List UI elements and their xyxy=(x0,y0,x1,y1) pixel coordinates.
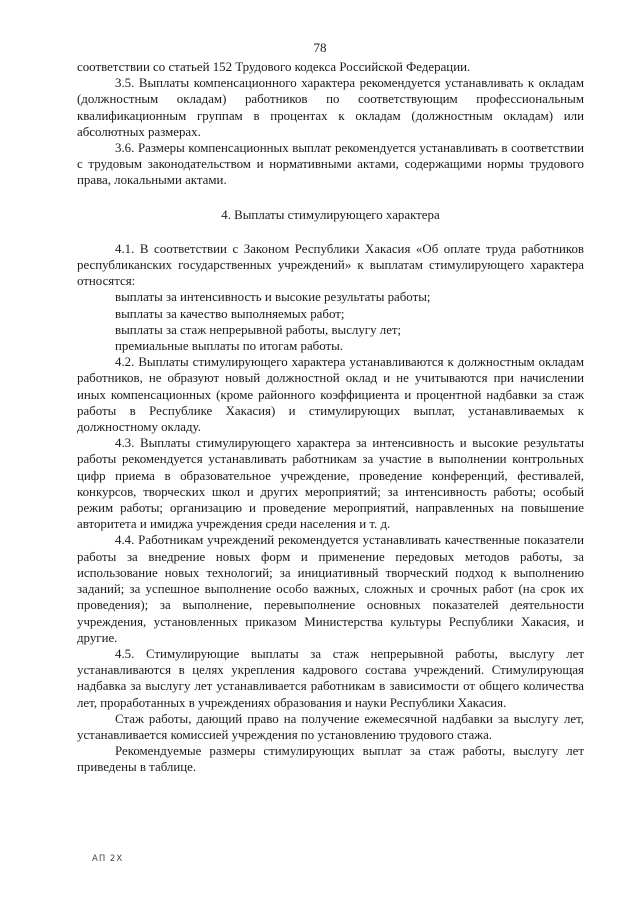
paragraph-3-6: 3.6. Размеры компенсационных выплат рекомендуется устанавливать в соответствии с трудовым законодательством и нормативными актами, содержащими нормы трудового права, локальными актами. xyxy=(77,141,584,188)
section-4-title: 4. Выплаты стимулирующего характера xyxy=(221,207,440,222)
list-item: выплаты за стаж непрерывной работы, выслугу лет; xyxy=(115,322,402,337)
list-item: премиальные выплаты по итогам работы. xyxy=(115,339,344,354)
list-item: выплаты за интенсивность и высокие результаты работы; xyxy=(115,290,431,305)
document-body xyxy=(77,59,584,776)
paragraph-work-experience: Стаж работы, дающий право на получение ежемесячной надбавки за выслугу лет, устанавливается комиссией учреждения по установлению трудового стажа. xyxy=(77,711,584,742)
paragraph-4-4: 4.4. Работникам учреждений рекомендуется устанавливать качественные показатели работы за внедрение новых форм и применение передовых методов работы, за использование новых технологий; за инициативный творческий подход к выполнению заданий; за успешное выполнение особо важных, сложных и срочных работ (на срок их проведения); за выполнение, перевыполнение основных показателей деятельности учреждения, установленных приказом Министерства культуры Республики Хакасия, и другие. xyxy=(77,533,584,645)
list-item: выплаты за качество выполняемых работ; xyxy=(115,306,345,321)
paragraph-4-3: 4.3. Выплаты стимулирующего характера за интенсивность и высокие результаты работы рекомендуется устанавливать работникам за участие в выполнении контрольных цифр приема в образовательное учреждение, проведение конференций, фестивалей, конкурсов, творческих школ и других мероприятий; за интенсивность работы; особый режим работы; организацию и проведение мероприятий, направленных на повышение авторитета и имиджа учреждения среди населения и т. д. xyxy=(77,436,584,532)
paragraph-4-1: 4.1. В соответствии с Законом Республики Хакасия «Об оплате труда работников республиканских государственных учреждений» к выплатам стимулирующего характера относятся: xyxy=(77,241,584,289)
paragraph-table-reference: Рекомендуемые размеры стимулирующих выплат за стаж работы, выслугу лет приведены в таблице. xyxy=(77,744,584,775)
paragraph-4-2: 4.2. Выплаты стимулирующего характера устанавливаются к должностным окладам работников, не образуют новый должностной оклад и не учитываются при начислении иных компенсационных (кроме районного коэффициента и процентной надбавки за стаж работы в Республике Хакасия) и стимулирующих выплат, устанавливаемых к должностному окладу. xyxy=(77,355,584,435)
footer-mark: АП 2Х xyxy=(92,854,124,864)
page-number: 78 xyxy=(313,40,327,55)
paragraph-4-5: 4.5. Стимулирующие выплаты за стаж непрерывной работы, выслугу лет устанавливаются в целях укрепления кадрового состава учреждений. Стимулирующая надбавка за выслугу лет устанавливается работникам в зависимости от общего количества лет, проработанных в учреждениях образования и науки Республики Хакасия. xyxy=(77,646,584,710)
paragraph-continuation: соответствии со статьей 152 Трудового кодекса Российской Федерации. xyxy=(77,60,471,74)
paragraph-3-5: 3.5. Выплаты компенсационного характера рекомендуется устанавливать к окладам (должностным окладам) работников по соответствующим профессиональным квалификационным группам в процентах к окладам (должностным окладам) или абсолютных размерах. xyxy=(77,76,584,139)
